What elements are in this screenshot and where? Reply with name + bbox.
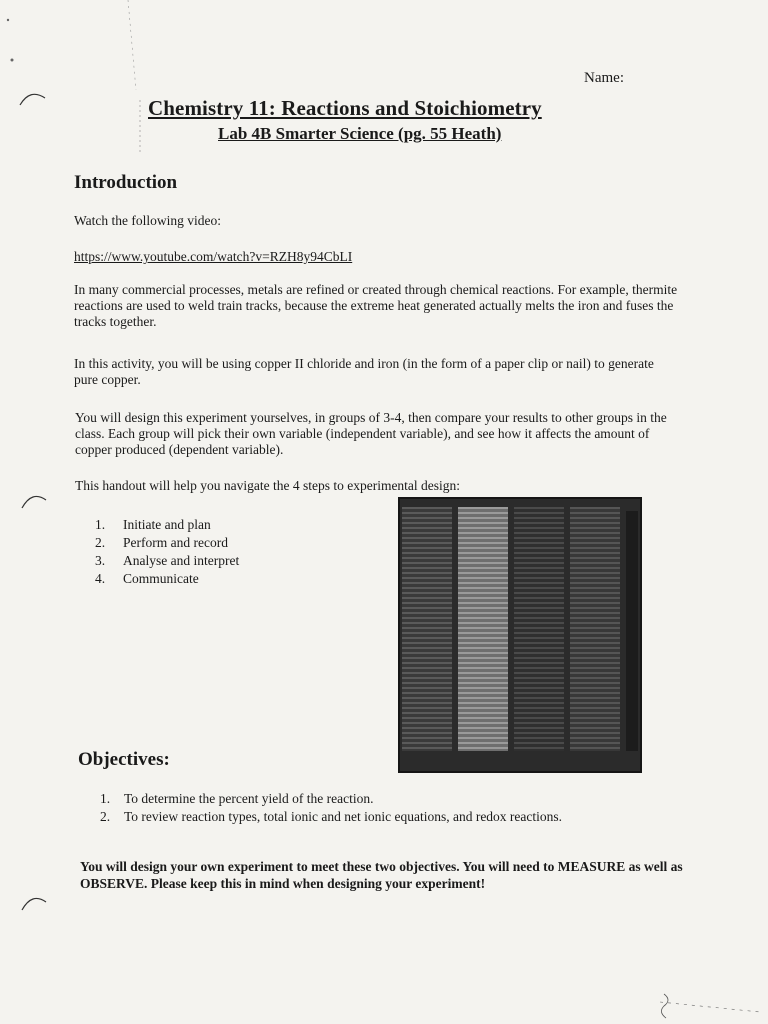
list-item: 2. To review reaction types, total ionic and net ionic equations, and redox reactions. bbox=[100, 809, 563, 824]
list-item: 4. Communicate bbox=[95, 571, 199, 586]
experimental-design-poster-image bbox=[398, 497, 642, 773]
poster-column bbox=[570, 507, 620, 751]
video-link[interactable]: https://www.youtube.com/watch?v=RZH8y94CbLI bbox=[74, 249, 353, 264]
introduction-heading: Introduction bbox=[74, 172, 178, 193]
objectives-list bbox=[100, 790, 562, 826]
intro-paragraph-2: In this activity, you will be using copper II chloride and iron (in the form of a paper clip or nail) to generate pure copper. bbox=[74, 356, 654, 387]
list-item: 3. Analyse and interpret bbox=[95, 553, 240, 568]
objectives-heading: Objectives: bbox=[78, 749, 170, 770]
list-item: 1. To determine the percent yield of the reaction. bbox=[100, 791, 374, 806]
list-item: 2. Perform and record bbox=[95, 535, 228, 550]
handout-text: This handout will help you navigate the 4 steps to experimental design: bbox=[75, 478, 461, 493]
design-steps-list bbox=[95, 516, 239, 588]
intro-paragraph-1: In many commercial processes, metals are refined or created through chemical reactions. For example, thermite reactions are used to weld train tracks, because the extreme heat generated actually melts the iron and fuses the tracks together. bbox=[74, 282, 678, 329]
poster-column bbox=[458, 507, 508, 751]
page-title: Chemistry 11: Reactions and Stoichiometry bbox=[148, 96, 542, 120]
poster-column bbox=[514, 507, 564, 751]
watch-instruction: Watch the following video: bbox=[74, 213, 222, 228]
closing-instructions: You will design your own experiment to meet these two objectives. You will need to MEASURE as well as OBSERVE. Please keep this in mind when designing your experiment! bbox=[80, 859, 683, 891]
list-item: 1. Initiate and plan bbox=[95, 517, 211, 532]
name-label: Name: bbox=[584, 70, 624, 86]
intro-paragraph-3: You will design this experiment yourselves, in groups of 3-4, then compare your results to other groups in the class. Each group will pick their own variable (independent variable), and see how it affects the amount of copper produced (dependent variable). bbox=[75, 410, 667, 457]
page-subtitle: Lab 4B Smarter Science (pg. 55 Heath) bbox=[218, 124, 502, 143]
poster-side-band bbox=[626, 511, 638, 751]
poster-column bbox=[402, 507, 452, 751]
